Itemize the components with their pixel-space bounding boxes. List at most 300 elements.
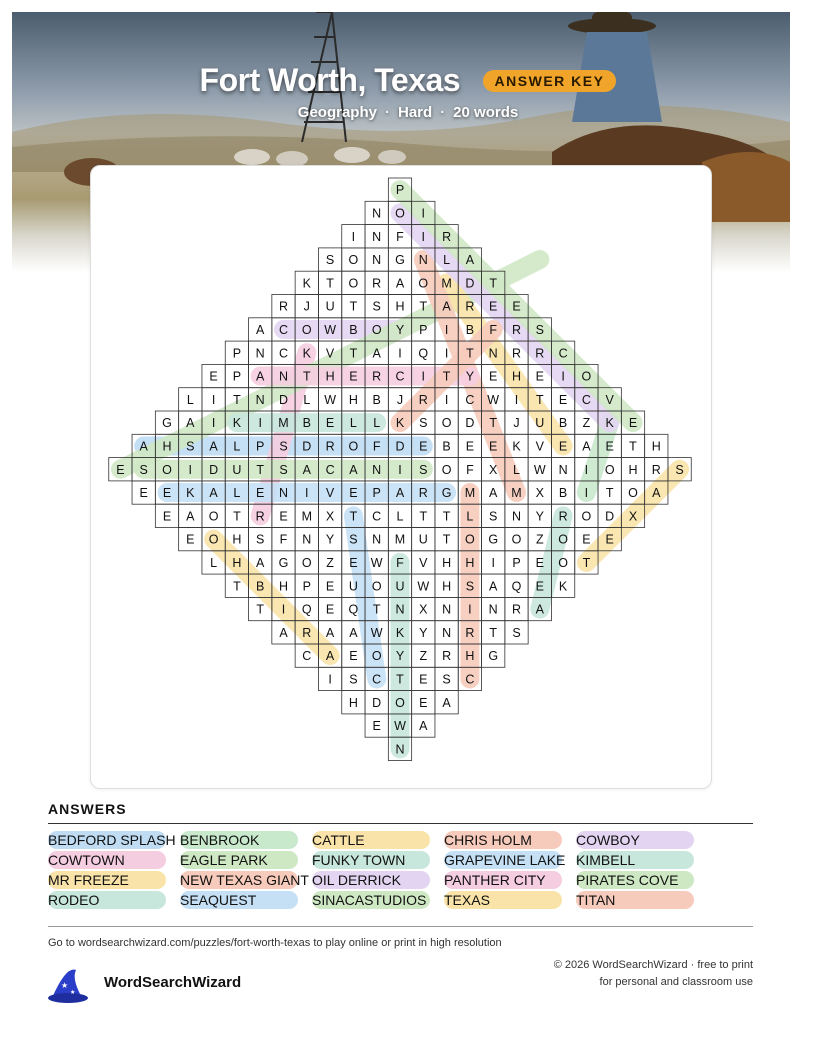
grid-letter: K bbox=[395, 416, 405, 431]
grid-letter: N bbox=[372, 462, 382, 477]
grid-letter: E bbox=[489, 439, 498, 454]
grid-letter: A bbox=[652, 486, 661, 501]
grid-letter: E bbox=[628, 416, 638, 431]
grid-letter: S bbox=[489, 509, 498, 524]
grid-letter: K bbox=[605, 416, 614, 431]
answer-word: PIRATES COVE bbox=[576, 871, 694, 889]
grid-letter: I bbox=[211, 416, 216, 431]
grid-letter: I bbox=[421, 206, 426, 221]
grid-letter: R bbox=[651, 462, 661, 477]
grid-letter: E bbox=[349, 369, 358, 384]
grid-letter: O bbox=[348, 253, 359, 268]
answer-word: CHRIS HOLM bbox=[444, 831, 562, 849]
grid-letter: A bbox=[256, 555, 265, 570]
grid-letter: A bbox=[395, 486, 405, 501]
grid-letter: R bbox=[511, 322, 522, 337]
svg-text:★: ★ bbox=[70, 989, 76, 996]
grid-letter: A bbox=[325, 625, 335, 640]
grid-letter: F bbox=[466, 462, 474, 477]
grid-letter: E bbox=[489, 299, 498, 314]
grid-letter: H bbox=[442, 579, 452, 594]
grid-letter: T bbox=[233, 579, 241, 594]
grid-letter: K bbox=[232, 416, 242, 431]
grid-letter: Y bbox=[395, 649, 405, 664]
grid-letter: I bbox=[584, 462, 589, 477]
grid-letter: O bbox=[441, 416, 452, 431]
grid-letter: E bbox=[535, 579, 544, 594]
grid-letter: S bbox=[256, 532, 265, 547]
grid-letter: K bbox=[558, 579, 568, 594]
grid-letter: K bbox=[302, 346, 311, 361]
brand-name[interactable]: WordSearchWizard bbox=[104, 974, 242, 991]
grid-letter: B bbox=[465, 322, 475, 337]
grid-letter: T bbox=[605, 486, 614, 501]
grid-letter: T bbox=[419, 509, 428, 524]
answer-word: EAGLE PARK bbox=[180, 851, 298, 869]
grid-letter: W bbox=[394, 719, 406, 734]
grid-letter: C bbox=[395, 369, 405, 384]
grid-letter: T bbox=[233, 392, 241, 407]
grid-letter: A bbox=[582, 439, 591, 454]
grid-letter: O bbox=[441, 462, 452, 477]
grid-letter: L bbox=[396, 509, 404, 524]
grid-letter: H bbox=[442, 555, 452, 570]
grid-letter: I bbox=[398, 346, 402, 361]
grid-letter: O bbox=[511, 532, 522, 547]
grid-letter: C bbox=[372, 509, 382, 524]
grid-letter: C bbox=[465, 672, 475, 687]
grid-letter: N bbox=[372, 206, 382, 221]
grid-letter: O bbox=[604, 462, 615, 477]
grid-letter: T bbox=[419, 299, 428, 314]
grid-letter: V bbox=[325, 346, 335, 361]
grid-letter: T bbox=[302, 369, 311, 384]
grid-letter: H bbox=[348, 392, 358, 407]
grid-letter: A bbox=[302, 462, 311, 477]
grid-letter: S bbox=[139, 462, 148, 477]
grid-letter: E bbox=[535, 369, 544, 384]
grid-letter: G bbox=[488, 649, 499, 664]
grid-letter: B bbox=[558, 486, 568, 501]
grid-letter: E bbox=[349, 486, 358, 501]
grid-letter: E bbox=[209, 369, 218, 384]
grid-letter: R bbox=[442, 649, 452, 664]
grid-letter: E bbox=[116, 462, 125, 477]
grid-letter: M bbox=[301, 509, 313, 524]
grid-letter: Z bbox=[582, 416, 591, 431]
grid-letter: Q bbox=[511, 579, 522, 594]
grid-letter: N bbox=[278, 486, 289, 501]
grid-letter: T bbox=[396, 672, 404, 687]
grid-letter: E bbox=[465, 439, 475, 454]
grid-letter: R bbox=[442, 229, 452, 244]
grid-letter: C bbox=[302, 649, 312, 664]
grid-letter: Z bbox=[419, 649, 428, 664]
grid-letter: Q bbox=[348, 602, 359, 617]
svg-text:★: ★ bbox=[61, 981, 69, 990]
grid-letter: S bbox=[279, 439, 288, 454]
grid-letter: H bbox=[628, 462, 638, 477]
grid-letter: A bbox=[209, 486, 218, 501]
grid-letter: A bbox=[489, 579, 498, 594]
grid-letter: J bbox=[303, 299, 310, 314]
grid-letter: O bbox=[348, 439, 359, 454]
grid-letter: T bbox=[349, 346, 358, 361]
grid-letter: T bbox=[326, 276, 334, 291]
grid-letter: B bbox=[256, 579, 265, 594]
grid-letter: D bbox=[605, 509, 615, 524]
grid-letter: A bbox=[395, 276, 405, 291]
copyright-text: © 2026 WordSearchWizard · free to print for personal and classroom use bbox=[553, 959, 753, 988]
grid-letter: B bbox=[349, 322, 358, 337]
grid-letter: A bbox=[139, 439, 148, 454]
grid-letter: O bbox=[418, 276, 429, 291]
grid-letter: B bbox=[372, 392, 381, 407]
grid-letter: L bbox=[373, 416, 381, 431]
grid-letter: E bbox=[535, 555, 544, 570]
grid-letter: M bbox=[464, 486, 476, 501]
grid-letter: E bbox=[186, 532, 195, 547]
grid-letter: E bbox=[325, 602, 335, 617]
grid-letter: T bbox=[442, 509, 451, 524]
grid-letter: T bbox=[372, 602, 381, 617]
grid-letter: P bbox=[395, 183, 405, 198]
grid-letter: C bbox=[558, 346, 568, 361]
grid-letter: O bbox=[558, 555, 568, 570]
grid-letter: L bbox=[303, 392, 311, 407]
grid-letter: L bbox=[466, 509, 474, 524]
grid-letter: T bbox=[349, 509, 358, 524]
grid-letter: O bbox=[395, 695, 405, 710]
grid-letter: I bbox=[258, 416, 262, 431]
grid-letter: A bbox=[349, 462, 358, 477]
grid-letter: F bbox=[396, 555, 404, 570]
grid-letter: H bbox=[232, 532, 242, 547]
grid-letter: A bbox=[419, 719, 428, 734]
answer-word: COWTOWN bbox=[48, 851, 166, 869]
answer-word: OIL DERRICK bbox=[312, 871, 430, 889]
grid-letter: R bbox=[465, 625, 475, 640]
grid-letter: A bbox=[442, 299, 451, 314]
grid-letter: O bbox=[208, 532, 219, 547]
grid-letter: G bbox=[441, 486, 452, 501]
grid-letter: W bbox=[487, 392, 500, 407]
grid-letter: E bbox=[419, 695, 428, 710]
grid-letter: N bbox=[255, 392, 265, 407]
answer-word: NEW TEXAS GIANT bbox=[180, 872, 309, 888]
grid-letter: I bbox=[305, 486, 309, 501]
grid-letter: S bbox=[279, 462, 288, 477]
grid-letter: H bbox=[232, 555, 242, 570]
grid-letter: C bbox=[465, 392, 475, 407]
grid-letter: N bbox=[302, 532, 312, 547]
grid-letter: S bbox=[349, 672, 358, 687]
grid-letter: A bbox=[489, 486, 498, 501]
grid-letter: I bbox=[444, 392, 449, 407]
grid-letter: P bbox=[232, 346, 242, 361]
grid-letter: C bbox=[278, 346, 289, 361]
grid-letter: S bbox=[512, 625, 521, 640]
grid-letter: T bbox=[256, 602, 265, 617]
grid-letter: T bbox=[489, 276, 498, 291]
grid-letter: L bbox=[513, 462, 520, 477]
grid-letter: T bbox=[535, 392, 544, 407]
difficulty-label: Hard bbox=[397, 104, 433, 121]
grid-letter: Q bbox=[418, 346, 429, 361]
grid-letter: L bbox=[233, 486, 241, 501]
grid-letter: V bbox=[535, 439, 544, 454]
grid-letter: A bbox=[186, 416, 195, 431]
grid-letter: F bbox=[279, 532, 288, 547]
grid-letter: A bbox=[325, 649, 335, 664]
grid-letter: S bbox=[419, 416, 428, 431]
grid-letter: A bbox=[372, 346, 381, 361]
grid-letter: R bbox=[278, 299, 289, 314]
grid-letter: X bbox=[419, 602, 428, 617]
grid-letter: A bbox=[256, 322, 265, 337]
footer-divider bbox=[48, 926, 753, 927]
grid-letter: P bbox=[256, 439, 265, 454]
grid-letter: N bbox=[255, 346, 265, 361]
grid-letter: S bbox=[465, 579, 475, 594]
grid-letter: O bbox=[348, 276, 359, 291]
grid-letter: A bbox=[256, 369, 265, 384]
grid-letter: E bbox=[558, 392, 568, 407]
grid-letter: I bbox=[398, 462, 402, 477]
wizard-hat-icon bbox=[46, 964, 92, 1004]
grid-letter: L bbox=[233, 439, 241, 454]
grid-letter: R bbox=[302, 625, 312, 640]
answer-word: KIMBELL bbox=[576, 851, 694, 869]
grid-letter: M bbox=[394, 532, 406, 547]
answer-word: MR FREEZE bbox=[48, 871, 166, 889]
grid-letter: E bbox=[162, 509, 172, 524]
answer-word: COWBOY bbox=[576, 831, 694, 849]
grid-letter: T bbox=[349, 299, 358, 314]
grid-letter: S bbox=[349, 532, 358, 547]
grid-letter: F bbox=[372, 439, 381, 454]
grid-letter: T bbox=[489, 416, 498, 431]
grid-letter: E bbox=[139, 486, 148, 501]
grid-letter: B bbox=[442, 439, 451, 454]
grid-letter: N bbox=[372, 532, 382, 547]
grid-letter: D bbox=[465, 416, 475, 431]
grid-letter: D bbox=[278, 392, 289, 407]
grid-letter: H bbox=[348, 695, 358, 710]
grid-letter: V bbox=[419, 555, 428, 570]
grid-letter: E bbox=[512, 299, 521, 314]
grid-letter: A bbox=[349, 625, 358, 640]
grid-letter: I bbox=[281, 602, 286, 617]
grid-letter: E bbox=[349, 649, 358, 664]
grid-letter: R bbox=[418, 392, 428, 407]
grid-letter: L bbox=[349, 416, 357, 431]
grid-letter: A bbox=[442, 695, 451, 710]
grid-letter: L bbox=[210, 555, 218, 570]
grid-letter: I bbox=[421, 229, 426, 244]
grid-letter: N bbox=[372, 229, 382, 244]
grid-letter: K bbox=[186, 486, 195, 501]
grid-letter: H bbox=[465, 649, 475, 664]
grid-letter: N bbox=[488, 346, 498, 361]
grid-letter: C bbox=[325, 462, 335, 477]
grid-letter: J bbox=[396, 392, 404, 407]
grid-letter: O bbox=[162, 462, 172, 477]
grid-letter: N bbox=[395, 742, 405, 757]
grid-letter: I bbox=[328, 672, 332, 687]
grid-letter: C bbox=[278, 322, 289, 337]
grid-letter: I bbox=[421, 369, 426, 384]
grid-letter: P bbox=[419, 322, 428, 337]
grid-letter: G bbox=[395, 253, 405, 268]
grid-letter: U bbox=[348, 579, 358, 594]
grid-letter: A bbox=[186, 509, 195, 524]
grid-letter: P bbox=[302, 579, 311, 594]
grid-letter: Y bbox=[419, 625, 428, 640]
grid-letter: O bbox=[628, 486, 638, 501]
grid-letter: K bbox=[395, 625, 405, 640]
grid-letter: T bbox=[442, 532, 451, 547]
grid-letter: U bbox=[395, 579, 405, 594]
grid-letter: E bbox=[605, 532, 614, 547]
grid-letter: D bbox=[372, 695, 382, 710]
grid-letter: W bbox=[370, 555, 383, 570]
grid-letter: R bbox=[511, 346, 522, 361]
grid-letter: R bbox=[558, 509, 568, 524]
grid-letter: N bbox=[442, 602, 452, 617]
grid-letter: I bbox=[188, 462, 193, 477]
answer-key-badge: ANSWER KEY bbox=[483, 70, 617, 92]
grid-letter: S bbox=[372, 299, 381, 314]
answers-heading: ANSWERS bbox=[48, 801, 127, 817]
grid-letter: O bbox=[371, 649, 382, 664]
grid-letter: S bbox=[419, 462, 428, 477]
grid-letter: B bbox=[302, 416, 311, 431]
grid-letter: I bbox=[211, 392, 216, 407]
grid-letter: T bbox=[466, 346, 474, 361]
grid-letter: F bbox=[489, 322, 498, 337]
grid-letter: P bbox=[232, 369, 242, 384]
grid-letter: U bbox=[418, 532, 428, 547]
grid-letter: I bbox=[584, 486, 589, 501]
grid-letter: W bbox=[533, 462, 546, 477]
grid-letter: S bbox=[675, 462, 684, 477]
footer-link[interactable]: Go to wordsearchwizard.com/puzzles/fort-worth-texas to play online or print in high resolution bbox=[48, 937, 502, 949]
grid-letter: N bbox=[395, 602, 405, 617]
grid-letter: O bbox=[301, 555, 312, 570]
grid-letter: I bbox=[491, 555, 495, 570]
grid-letter: E bbox=[349, 555, 358, 570]
grid-letter: U bbox=[232, 462, 242, 477]
grid-letter: E bbox=[325, 579, 335, 594]
grid-letter: Q bbox=[301, 602, 312, 617]
grid-letter: T bbox=[442, 369, 451, 384]
grid-letter: E bbox=[325, 416, 335, 431]
grid-letter: D bbox=[209, 462, 219, 477]
answer-word: CATTLE bbox=[312, 831, 430, 849]
grid-letter: N bbox=[488, 602, 498, 617]
grid-letter: X bbox=[489, 462, 498, 477]
grid-letter: N bbox=[278, 369, 289, 384]
answer-word: PANTHER CITY bbox=[444, 871, 562, 889]
grid-letter: T bbox=[582, 555, 591, 570]
answers-divider bbox=[48, 823, 753, 824]
grid-letter: R bbox=[465, 299, 475, 314]
grid-letter: M bbox=[441, 276, 452, 291]
grid-letter: G bbox=[162, 416, 172, 431]
grid-letter: R bbox=[372, 276, 382, 291]
grid-letter: N bbox=[511, 509, 522, 524]
grid-letter: E bbox=[419, 439, 428, 454]
answer-word: RODEO bbox=[48, 891, 166, 909]
grid-letter: U bbox=[535, 416, 545, 431]
grid-letter: E bbox=[279, 509, 288, 524]
grid-letter: P bbox=[512, 555, 521, 570]
grid-letter: N bbox=[442, 625, 452, 640]
answer-word: TITAN bbox=[576, 891, 694, 909]
grid-letter: O bbox=[558, 532, 568, 547]
grid-letter: L bbox=[186, 392, 194, 407]
grid-letter: S bbox=[535, 322, 544, 337]
grid-letter: E bbox=[582, 532, 591, 547]
page-title: Fort Worth, Texas bbox=[199, 62, 461, 98]
grid-letter: E bbox=[162, 486, 172, 501]
grid-letter: O bbox=[581, 509, 592, 524]
answer-word: SEAQUEST bbox=[180, 891, 298, 909]
grid-letter: N bbox=[558, 462, 568, 477]
grid-letter: Y bbox=[395, 322, 405, 337]
grid-letter: R bbox=[535, 346, 545, 361]
grid-letter: X bbox=[325, 509, 335, 524]
grid-letter: E bbox=[489, 369, 498, 384]
grid-letter: S bbox=[325, 253, 335, 268]
grid-letter: H bbox=[162, 439, 172, 454]
grid-letter: N bbox=[418, 253, 428, 268]
grid-letter: Z bbox=[326, 555, 334, 570]
grid-letter: O bbox=[465, 532, 475, 547]
grid-letter: A bbox=[465, 253, 475, 268]
grid-letter: I bbox=[468, 602, 472, 617]
grid-letter: B bbox=[558, 416, 568, 431]
grid-letter: G bbox=[488, 532, 499, 547]
grid-letter: H bbox=[278, 579, 289, 594]
grid-letter: E bbox=[419, 672, 428, 687]
puzzle-meta: Geography · Hard · 20 words bbox=[297, 104, 519, 121]
grid-letter: X bbox=[535, 486, 544, 501]
grid-letter: W bbox=[324, 322, 337, 337]
word-count-label: 20 words bbox=[453, 104, 519, 121]
grid-letter: M bbox=[511, 486, 522, 501]
grid-letter: H bbox=[511, 369, 522, 384]
grid-letter: R bbox=[511, 602, 522, 617]
grid-letter: V bbox=[605, 392, 614, 407]
grid-letter: T bbox=[256, 462, 265, 477]
grid-letter: G bbox=[278, 555, 289, 570]
grid-letter: O bbox=[395, 206, 405, 221]
grid-letter: I bbox=[561, 369, 565, 384]
grid-letter: O bbox=[208, 509, 219, 524]
grid-letter: F bbox=[396, 229, 404, 244]
category-label: Geography bbox=[297, 104, 377, 121]
grid-letter: R bbox=[418, 486, 428, 501]
grid-letter: I bbox=[444, 346, 449, 361]
grid-letter: R bbox=[255, 509, 265, 524]
grid-letter: H bbox=[465, 555, 475, 570]
answer-word: FUNKY TOWN bbox=[312, 851, 430, 869]
grid-letter: N bbox=[372, 253, 382, 268]
grid-letter: A bbox=[279, 625, 288, 640]
grid-letter: Y bbox=[535, 509, 544, 524]
